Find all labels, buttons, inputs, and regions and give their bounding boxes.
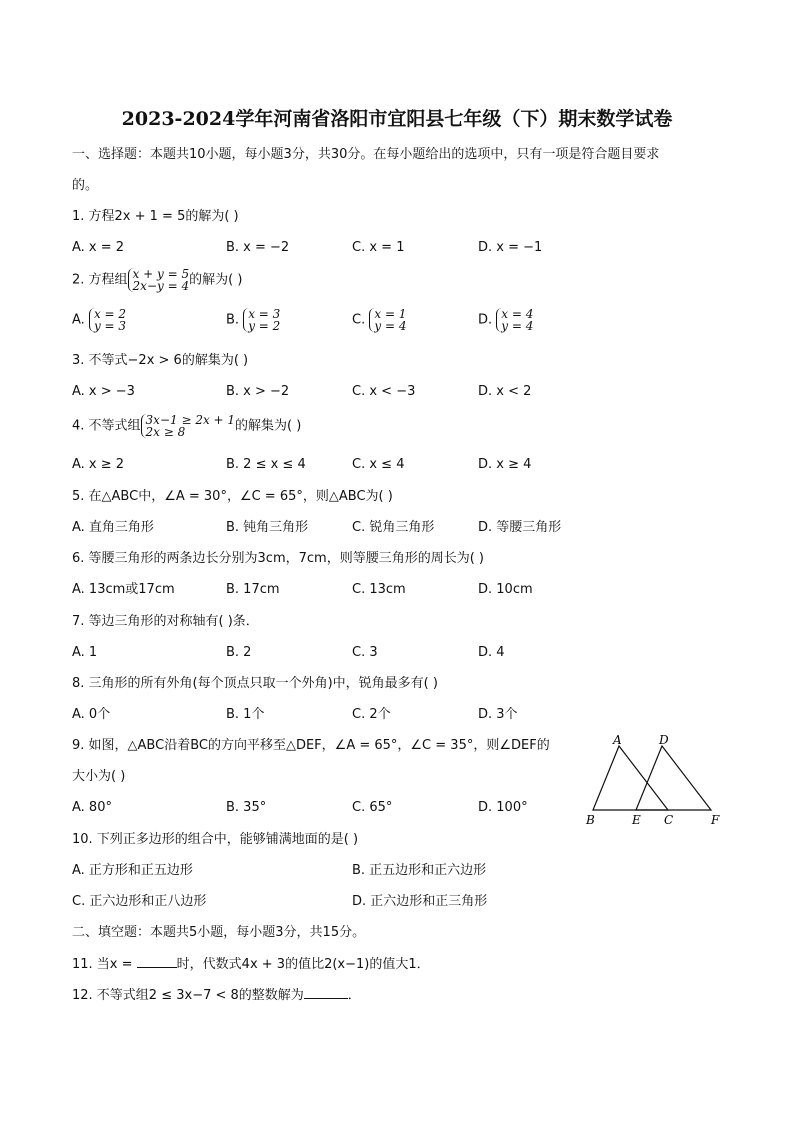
q3-option-c: C. x < −3	[352, 384, 416, 399]
section2-heading: 二、填空题：本题共5小题，每小题3分，共15分。	[72, 925, 366, 940]
q3-option-a: A. x > −3	[72, 384, 135, 399]
triangle-abc	[593, 746, 668, 810]
q7-option-a: A. 1	[72, 645, 98, 660]
q8-option-a: A. 0个	[72, 707, 111, 722]
q2-option-b: B. x = 3 y = 2	[226, 307, 281, 333]
q7-option-b: B. 2	[226, 645, 252, 660]
q2-prefix: 2. 方程组	[72, 272, 128, 288]
q4-option-a: A. x ≥ 2	[72, 457, 125, 472]
q6-option-b: B. 17cm	[226, 582, 280, 597]
q3-stem: 3. 不等式−2x > 6的解集为( )	[72, 353, 249, 368]
q5-option-a: A. 直角三角形	[72, 520, 154, 535]
q4-option-c: C. x ≤ 4	[352, 457, 405, 472]
q10-option-a: A. 正方形和正五边形	[72, 863, 193, 878]
q6-option-a: A. 13cm或17cm	[72, 582, 175, 597]
q8-option-d: D. 3个	[478, 707, 518, 722]
q2-option-d: D. x = 4 y = 4	[478, 307, 534, 333]
q9-stem-cont: 大小为( )	[72, 769, 126, 784]
q5-option-d: D. 等腰三角形	[478, 520, 562, 535]
q1-option-a: A. x = 2	[72, 240, 125, 255]
q10-option-b: B. 正五边形和正六边形	[352, 863, 487, 878]
q3-option-b: B. x > −2	[226, 384, 290, 399]
q8-option-c: C. 2个	[352, 707, 391, 722]
q11-stem: 11. 当x = 时，代数式4x + 3的值比2(x−1)的值大1．	[72, 957, 430, 972]
q10-stem: 10. 下列正多边形的组合中，能够铺满地面的是( )	[72, 832, 359, 847]
label-a: A	[613, 733, 622, 747]
q11-answer-blank[interactable]	[137, 955, 177, 968]
label-f: F	[711, 813, 720, 827]
q2-system	[128, 268, 190, 292]
q9-option-a: A. 80°	[72, 800, 112, 815]
q2-eq1: x + y = 5	[132, 267, 190, 281]
section1-heading: 一、选择题：本题共10小题，每小题3分，共30分。在每小题给出的选项中，只有一项是符合题目要求	[72, 147, 660, 162]
q7-option-d: D. 4	[478, 645, 505, 660]
q5-option-c: C. 锐角三角形	[352, 520, 435, 535]
q9-option-d: D. 100°	[478, 800, 528, 815]
triangle-def	[636, 746, 711, 810]
q3-option-d: D. x < 2	[478, 384, 532, 399]
q1-option-b: B. x = −2	[226, 240, 290, 255]
q10-option-d: D. 正六边形和正三角形	[352, 894, 488, 909]
q6-option-c: C. 13cm	[352, 582, 406, 597]
q2-suffix: 的解为( )	[189, 272, 243, 288]
q12-stem: 12. 不等式组2 ≤ 3x−7 < 8的整数解为 ．	[72, 988, 361, 1003]
q4-option-d: D. x ≥ 4	[478, 457, 532, 472]
q4-option-b: B. 2 ≤ x ≤ 4	[226, 457, 306, 472]
q10-option-c: C. 正六边形和正八边形	[72, 894, 207, 909]
label-c: C	[664, 813, 674, 827]
q9-option-b: B. 35°	[226, 800, 267, 815]
label-b: B	[586, 813, 595, 827]
q8-option-b: B. 1个	[226, 707, 265, 722]
q1-stem: 1. 方程2x + 1 = 5的解为( )	[72, 209, 239, 224]
section1-heading-cont: 的。	[72, 178, 99, 193]
q4-suffix: 的解集为( )	[235, 418, 302, 434]
q5-option-b: B. 钝角三角形	[226, 520, 309, 535]
label-e: E	[632, 813, 641, 827]
q9-translation-figure	[580, 732, 730, 832]
page-title: 2023-2024学年河南省洛阳市宜阳县七年级（下）期末数学试卷	[121, 108, 673, 130]
q12-answer-blank[interactable]	[304, 986, 348, 999]
q1-option-d: D. x = −1	[478, 240, 543, 255]
q6-option-d: D. 10cm	[478, 582, 533, 597]
label-d: D	[659, 733, 669, 747]
q7-stem: 7. 等边三角形的对称轴有( )条．	[72, 614, 259, 629]
q4-ineq2: 2x ≥ 8	[145, 425, 186, 439]
q4-ineq1: 3x−1 ≥ 2x + 1	[145, 413, 236, 427]
q4-prefix: 4. 不等式组	[72, 418, 141, 434]
q2-option-c: C. x = 1 y = 4	[352, 307, 407, 333]
q4-system	[141, 414, 236, 438]
q5-stem: 5. 在△ABC中，∠A = 30°，∠C = 65°，则△ABC为( )	[72, 489, 393, 504]
q2-stem	[72, 268, 242, 292]
q2-option-a: A. x = 2 y = 3	[72, 307, 127, 333]
q9-stem: 9. 如图，△ABC沿着BC的方向平移至△DEF，∠A = 65°，∠C = 35°，则∠DEF的	[72, 738, 550, 753]
q9-option-c: C. 65°	[352, 800, 393, 815]
q1-option-c: C. x = 1	[352, 240, 405, 255]
q2-eq2: 2x−y = 4	[132, 279, 190, 293]
q4-stem	[72, 414, 301, 438]
q7-option-c: C. 3	[352, 645, 378, 660]
q8-stem: 8. 三角形的所有外角(每个顶点只取一个外角)中，锐角最多有( )	[72, 676, 438, 691]
q6-stem: 6. 等腰三角形的两条边长分别为3cm，7cm，则等腰三角形的周长为( )	[72, 551, 484, 566]
